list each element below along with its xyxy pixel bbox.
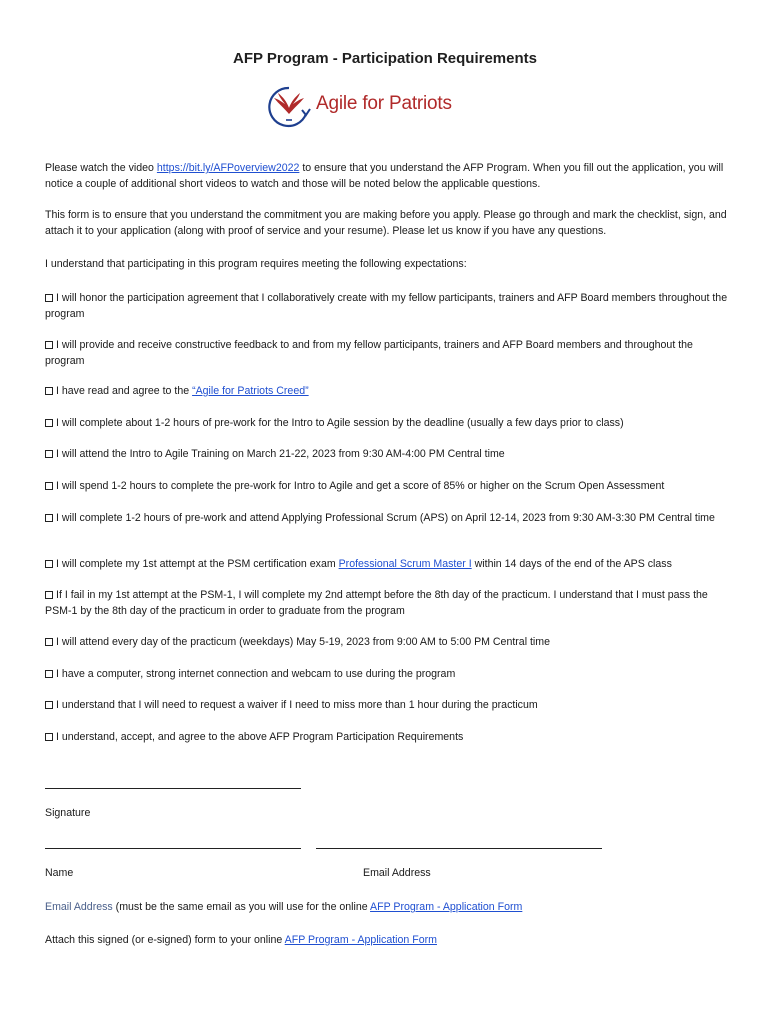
overview-video-link[interactable]: https://bit.ly/AFPoverview2022 [156, 162, 300, 174]
checklist-item: I have read and agree to the “Agile for Patriots Creed” [45, 383, 735, 399]
checkbox[interactable] [45, 419, 53, 427]
intro-paragraph-1: Please watch the video https://bit.ly/AFPoverview2022 to ensure that you understand the AFP Program. When you fill out the application, you will notice a couple of additional short videos to watch and those will be noted below the applicable questions. [45, 162, 724, 190]
name-line[interactable] [45, 848, 301, 849]
checklist-item: I will spend 1-2 hours to complete the pre-work for Intro to Agile and get a score of 85% or higher on the Scrum Open Assessment [45, 478, 735, 494]
email-note: Email Address (must be the same email as you will use for the online AFP Program - Application Form [45, 901, 523, 913]
checkbox[interactable] [45, 294, 53, 302]
psm-link[interactable]: Professional Scrum Master I [338, 558, 472, 570]
logo [266, 84, 466, 130]
eagle-logo-icon [266, 84, 312, 130]
checklist-item: I will attend the Intro to Agile Training on March 21-22, 2023 from 9:30 AM-4:00 PM Central time [45, 446, 735, 462]
checklist-item: I will attend every day of the practicum (weekdays) May 5-19, 2023 from 9:00 AM to 5:00 PM Central time [45, 634, 735, 650]
checklist-item: I will provide and receive constructive feedback to and from my fellow participants, trainers and AFP Board members and throughout the program [45, 339, 693, 367]
checklist-item: If I fail in my 1st attempt at the PSM-1, I will complete my 2nd attempt before the 8th day of the practicum. I understand that I must pass the PSM-1 by the 8th day of the practicum in order to graduate from the program [45, 589, 708, 617]
application-form-link[interactable]: AFP Program - Application Form [284, 934, 437, 946]
checklist-item: I will honor the participation agreement that I collaboratively create with my fellow participants, trainers and AFP Board members throughout the program [45, 292, 728, 320]
application-form-link[interactable]: AFP Program - Application Form [370, 901, 523, 913]
checkbox[interactable] [45, 450, 53, 458]
checkbox[interactable] [45, 387, 53, 395]
checklist-item: I will complete 1-2 hours of pre-work and attend Applying Professional Scrum (APS) on April 12-14, 2023 from 9:30 AM-3:30 PM Central time [45, 510, 735, 526]
checkbox[interactable] [45, 482, 53, 490]
signature-line[interactable] [45, 788, 301, 789]
intro-paragraph-3: I understand that participating in this program requires meeting the following expectations: [45, 258, 467, 270]
checklist-item: I will complete about 1-2 hours of pre-work for the Intro to Agile session by the deadline (usually a few days prior to class) [45, 415, 735, 431]
checklist-item: I understand that I will need to request a waiver if I need to miss more than 1 hour during the practicum [45, 697, 735, 713]
checklist-item: I understand, accept, and agree to the above AFP Program Participation Requirements [45, 729, 735, 745]
intro-paragraph-2: This form is to ensure that you understand the commitment you are making before you apply. Please go through and mark the checklist, sign, and attach it to your application (along with proof of service and your resume). Please let us know if you have any questions. [45, 209, 727, 237]
page-title: AFP Program - Participation Requirements [233, 50, 537, 67]
email-line[interactable] [316, 848, 602, 849]
checkbox[interactable] [45, 638, 53, 646]
checkbox[interactable] [45, 733, 53, 741]
logo-text: Agile for Patriots [316, 93, 452, 114]
checkbox[interactable] [45, 670, 53, 678]
email-label: Email Address [363, 867, 431, 879]
checklist-item: I will complete my 1st attempt at the PSM certification exam Professional Scrum Master I within 14 days of the end of the APS class [45, 556, 735, 572]
signature-label: Signature [45, 807, 91, 819]
checkbox[interactable] [45, 701, 53, 709]
creed-link[interactable]: “Agile for Patriots Creed” [192, 385, 309, 397]
attach-note: Attach this signed (or e-signed) form to your online AFP Program - Application Form [45, 934, 437, 946]
checkbox[interactable] [45, 514, 53, 522]
checklist-item: I have a computer, strong internet connection and webcam to use during the program [45, 666, 735, 682]
checkbox[interactable] [45, 341, 53, 349]
name-label: Name [45, 867, 74, 879]
checkbox[interactable] [45, 591, 53, 599]
checkbox[interactable] [45, 560, 53, 568]
